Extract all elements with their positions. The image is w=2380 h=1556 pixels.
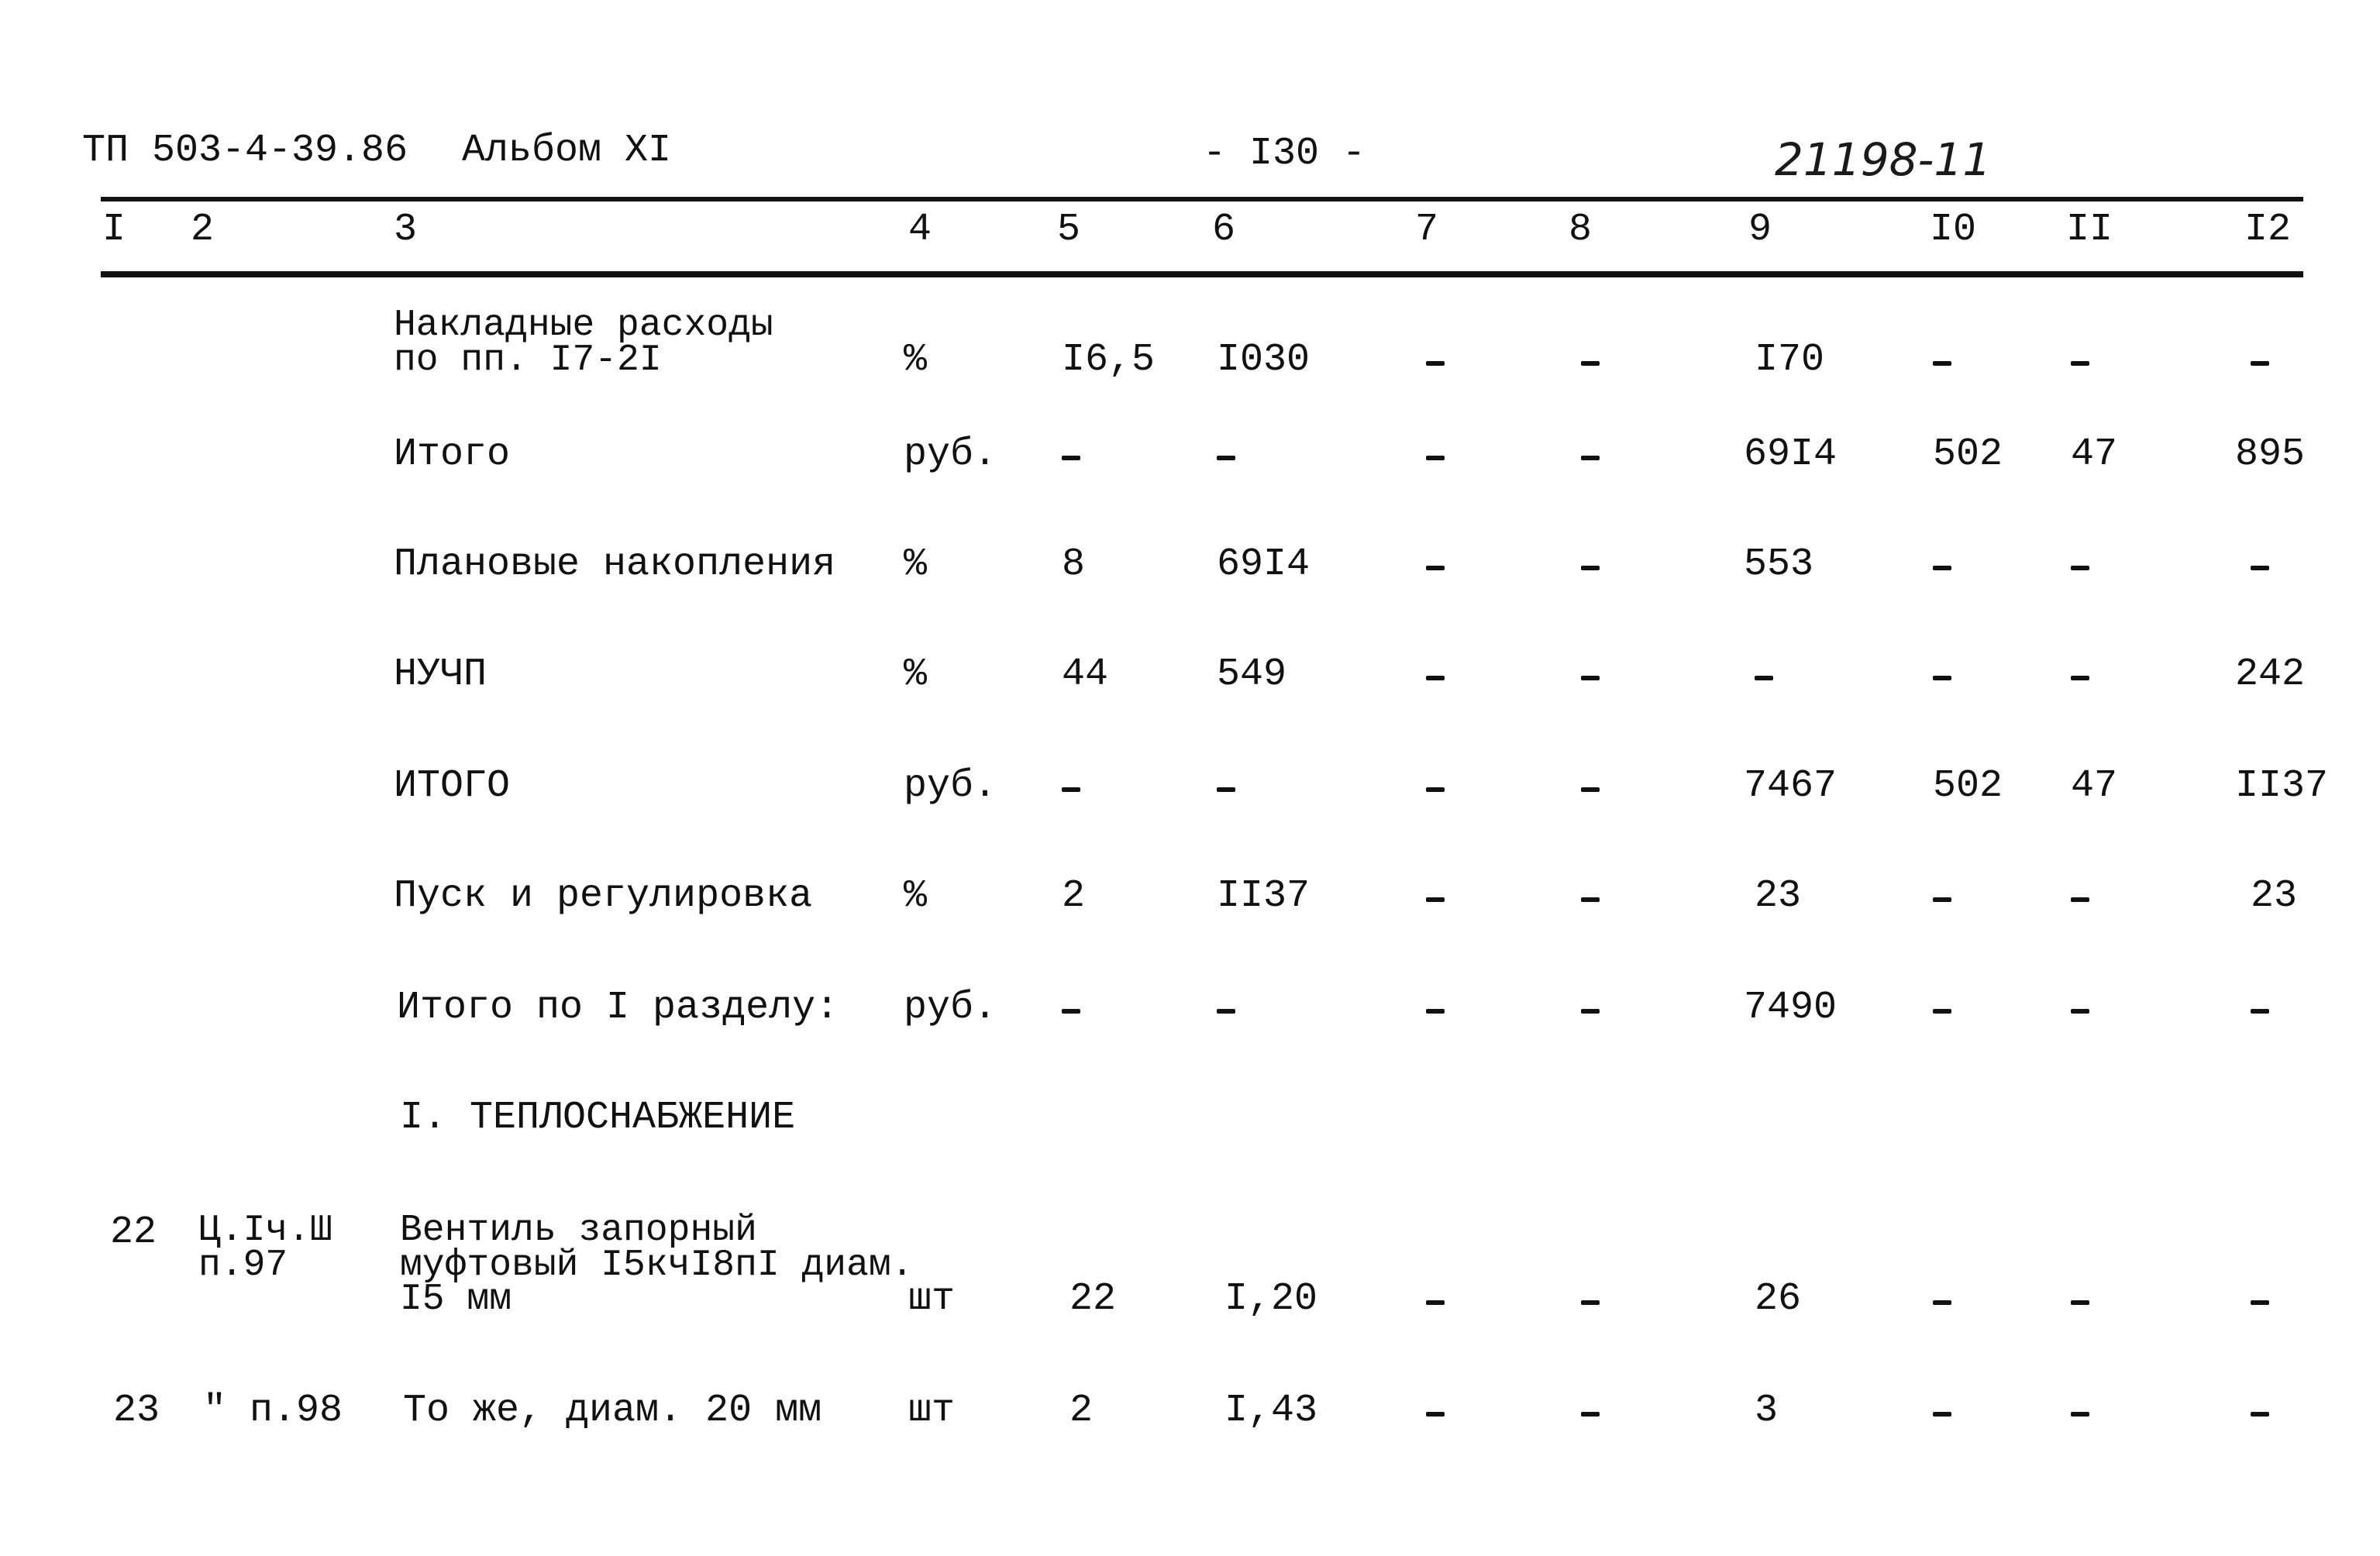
- cell-col6: I030: [1217, 338, 1311, 382]
- cell-col7: [1426, 1280, 1449, 1319]
- cell-col6: [1217, 989, 1240, 1028]
- row-unit: руб.: [904, 986, 997, 1030]
- cell-col8: [1581, 341, 1604, 380]
- cell-col12: 895: [2235, 432, 2306, 477]
- cell-col12: II37: [2235, 764, 2329, 808]
- table-row: [0, 305, 2380, 387]
- dash-mark: [2071, 676, 2089, 680]
- cell-col5: [1062, 767, 1085, 806]
- top-rule: [101, 197, 2303, 201]
- cell-col11: [2071, 1280, 2094, 1319]
- column-number: 9: [1748, 208, 1772, 252]
- cell-col9: 7490: [1744, 986, 1838, 1030]
- cell-col11: 47: [2071, 432, 2118, 477]
- cell-col9: 553: [1744, 542, 1814, 587]
- handwritten-inventory-number: 21198-11: [1775, 133, 1992, 186]
- cell-col7: [1426, 435, 1449, 474]
- cell-col6: I,43: [1224, 1389, 1318, 1433]
- column-number: I2: [2244, 208, 2292, 252]
- row-unit: руб.: [904, 432, 997, 477]
- dash-mark: [1426, 566, 1445, 570]
- dash-mark: [1426, 787, 1445, 792]
- dash-mark: [2251, 361, 2269, 366]
- dash-mark: [1581, 566, 1600, 570]
- dash-mark: [1933, 897, 1951, 902]
- dash-mark: [1933, 1009, 1951, 1014]
- cell-col5: 22: [1069, 1277, 1117, 1321]
- cell-col5: 2: [1069, 1389, 1094, 1433]
- item-name: То же, диам. 20 мм: [403, 1389, 822, 1433]
- dash-mark: [1062, 456, 1080, 460]
- cell-col10: [1933, 1392, 1956, 1430]
- cell-col7: [1426, 656, 1449, 694]
- cell-col8: [1581, 767, 1604, 806]
- column-number: 6: [1212, 208, 1236, 252]
- dash-mark: [1581, 1300, 1600, 1305]
- dash-mark: [1933, 1300, 1951, 1305]
- album-label: Альбом XI: [462, 129, 672, 173]
- row-unit: руб.: [904, 764, 997, 808]
- dash-mark: [1217, 1009, 1235, 1014]
- dash-mark: [2071, 1412, 2089, 1417]
- cell-col5: [1062, 989, 1085, 1028]
- cell-col5: 2: [1062, 874, 1086, 918]
- cell-col12: [2251, 1280, 2274, 1319]
- cell-col5: 8: [1062, 542, 1086, 587]
- cell-col7: [1426, 877, 1449, 916]
- dash-mark: [1581, 456, 1600, 460]
- cell-col10: [1933, 1280, 1956, 1319]
- cell-col7: [1426, 1392, 1449, 1430]
- cell-col11: [2071, 877, 2094, 916]
- dash-mark: [2251, 1412, 2269, 1417]
- cell-col10: [1933, 656, 1956, 694]
- dash-mark: [1062, 787, 1080, 792]
- cell-col11: [2071, 1392, 2094, 1430]
- dash-mark: [1426, 361, 1445, 366]
- column-number: 5: [1057, 208, 1081, 252]
- cell-col10: [1933, 546, 1956, 584]
- cell-col7: [1426, 767, 1449, 806]
- cell-col9: 26: [1755, 1277, 1802, 1321]
- row-unit: %: [904, 338, 928, 382]
- dash-mark: [1426, 676, 1445, 680]
- dash-mark: [1062, 1009, 1080, 1014]
- cell-col11: [2071, 546, 2094, 584]
- cell-col11: [2071, 656, 2094, 694]
- header-bottom-rule: [101, 271, 2303, 277]
- item-reference: " п.98: [203, 1389, 343, 1433]
- cell-col5: 44: [1062, 652, 1109, 697]
- table-row: [0, 542, 2380, 592]
- cell-col6: 69I4: [1217, 542, 1311, 587]
- cell-col9: 3: [1755, 1389, 1779, 1433]
- dash-mark: [2071, 566, 2089, 570]
- dash-mark: [1933, 676, 1951, 680]
- row-unit: %: [904, 652, 928, 697]
- row-name: Плановые накопления: [394, 542, 836, 587]
- column-number: 3: [394, 208, 418, 252]
- cell-col11: [2071, 989, 2094, 1028]
- cell-col7: [1426, 546, 1449, 584]
- table-row: [0, 652, 2380, 702]
- section-title: I. ТЕПЛОСНАБЖЕНИЕ: [400, 1096, 796, 1140]
- row-name: НУЧП: [394, 652, 487, 697]
- column-number: 2: [191, 208, 215, 252]
- row-name: Накладные расходы по пп. I7-2I: [394, 305, 773, 381]
- dash-mark: [1581, 897, 1600, 902]
- cell-col5: I6,5: [1062, 338, 1156, 382]
- cell-col6: II37: [1217, 874, 1311, 918]
- cell-col9: I70: [1755, 338, 1825, 382]
- cell-col12: [2251, 341, 2274, 380]
- cell-col9: [1755, 656, 1778, 694]
- dash-mark: [1426, 1300, 1445, 1305]
- dash-mark: [1581, 361, 1600, 366]
- dash-mark: [1933, 1412, 1951, 1417]
- cell-col8: [1581, 656, 1604, 694]
- column-number: 4: [908, 208, 932, 252]
- dash-mark: [2251, 566, 2269, 570]
- item-number: 23: [113, 1389, 160, 1433]
- cell-col10: [1933, 877, 1956, 916]
- item-unit: шт: [908, 1389, 956, 1433]
- dash-mark: [1426, 456, 1445, 460]
- cell-col10: 502: [1933, 432, 2003, 477]
- dash-mark: [1933, 361, 1951, 366]
- table-row: [0, 764, 2380, 814]
- cell-col12: 242: [2235, 652, 2306, 697]
- table-row: [0, 874, 2380, 924]
- cell-col6: [1217, 767, 1240, 806]
- dash-mark: [1426, 1412, 1445, 1417]
- document-code: ТП 503-4-39.86: [82, 129, 408, 173]
- cell-col6: 549: [1217, 652, 1287, 697]
- column-number: I0: [1930, 208, 1977, 252]
- cell-col9: 7467: [1744, 764, 1838, 808]
- dash-mark: [1933, 566, 1951, 570]
- column-number: 7: [1415, 208, 1439, 252]
- cell-col12: [2251, 546, 2274, 584]
- dash-mark: [1426, 1009, 1445, 1014]
- dash-mark: [1581, 676, 1600, 680]
- page-number: - I30 -: [1203, 132, 1366, 176]
- cell-col8: [1581, 546, 1604, 584]
- row-name: Итого по I разделу:: [397, 986, 839, 1030]
- item-number: 22: [110, 1210, 157, 1255]
- dash-mark: [1217, 787, 1235, 792]
- cell-col6: [1217, 435, 1240, 474]
- row-unit: %: [904, 874, 928, 918]
- cell-col8: [1581, 1392, 1604, 1430]
- item-reference: Ц.Iч.Ш п.97: [198, 1210, 332, 1286]
- dash-mark: [1581, 1009, 1600, 1014]
- cell-col8: [1581, 877, 1604, 916]
- cell-col5: [1062, 435, 1085, 474]
- cell-col6: I,20: [1224, 1277, 1318, 1321]
- dash-mark: [2251, 1009, 2269, 1014]
- dash-mark: [2071, 897, 2089, 902]
- cell-col12: [2251, 1392, 2274, 1430]
- table-row: [0, 1389, 2380, 1438]
- table-row-values: [0, 1277, 2380, 1327]
- cell-col12: [2251, 989, 2274, 1028]
- cell-col11: [2071, 341, 2094, 380]
- row-name: Итого: [394, 432, 511, 477]
- column-number: 8: [1569, 208, 1593, 252]
- dash-mark: [1217, 456, 1235, 460]
- cell-col10: [1933, 341, 1956, 380]
- dash-mark: [1581, 1412, 1600, 1417]
- cell-col7: [1426, 341, 1449, 380]
- dash-mark: [2071, 361, 2089, 366]
- column-number: I: [102, 208, 126, 252]
- row-unit: %: [904, 542, 928, 587]
- cell-col12: 23: [2251, 874, 2298, 918]
- cell-col8: [1581, 989, 1604, 1028]
- table-row: [0, 986, 2380, 1035]
- cell-col11: 47: [2071, 764, 2118, 808]
- cell-col8: [1581, 1280, 1604, 1319]
- dash-mark: [1426, 897, 1445, 902]
- item-name: Вентиль запорный муфтовый I5кчI8пI диам. I5 мм: [400, 1210, 914, 1321]
- cell-col7: [1426, 989, 1449, 1028]
- item-unit: шт: [908, 1277, 956, 1321]
- dash-mark: [1755, 676, 1773, 680]
- cell-col10: [1933, 989, 1956, 1028]
- cell-col9: 69I4: [1744, 432, 1838, 477]
- dash-mark: [2251, 1300, 2269, 1305]
- dash-mark: [2071, 1300, 2089, 1305]
- dash-mark: [2071, 1009, 2089, 1014]
- table-row: [0, 432, 2380, 482]
- cell-col8: [1581, 435, 1604, 474]
- dash-mark: [1581, 787, 1600, 792]
- row-name: ИТОГО: [394, 764, 511, 808]
- column-number: II: [2066, 208, 2113, 252]
- cell-col10: 502: [1933, 764, 2003, 808]
- row-name: Пуск и регулировка: [394, 874, 813, 918]
- cell-col9: 23: [1755, 874, 1802, 918]
